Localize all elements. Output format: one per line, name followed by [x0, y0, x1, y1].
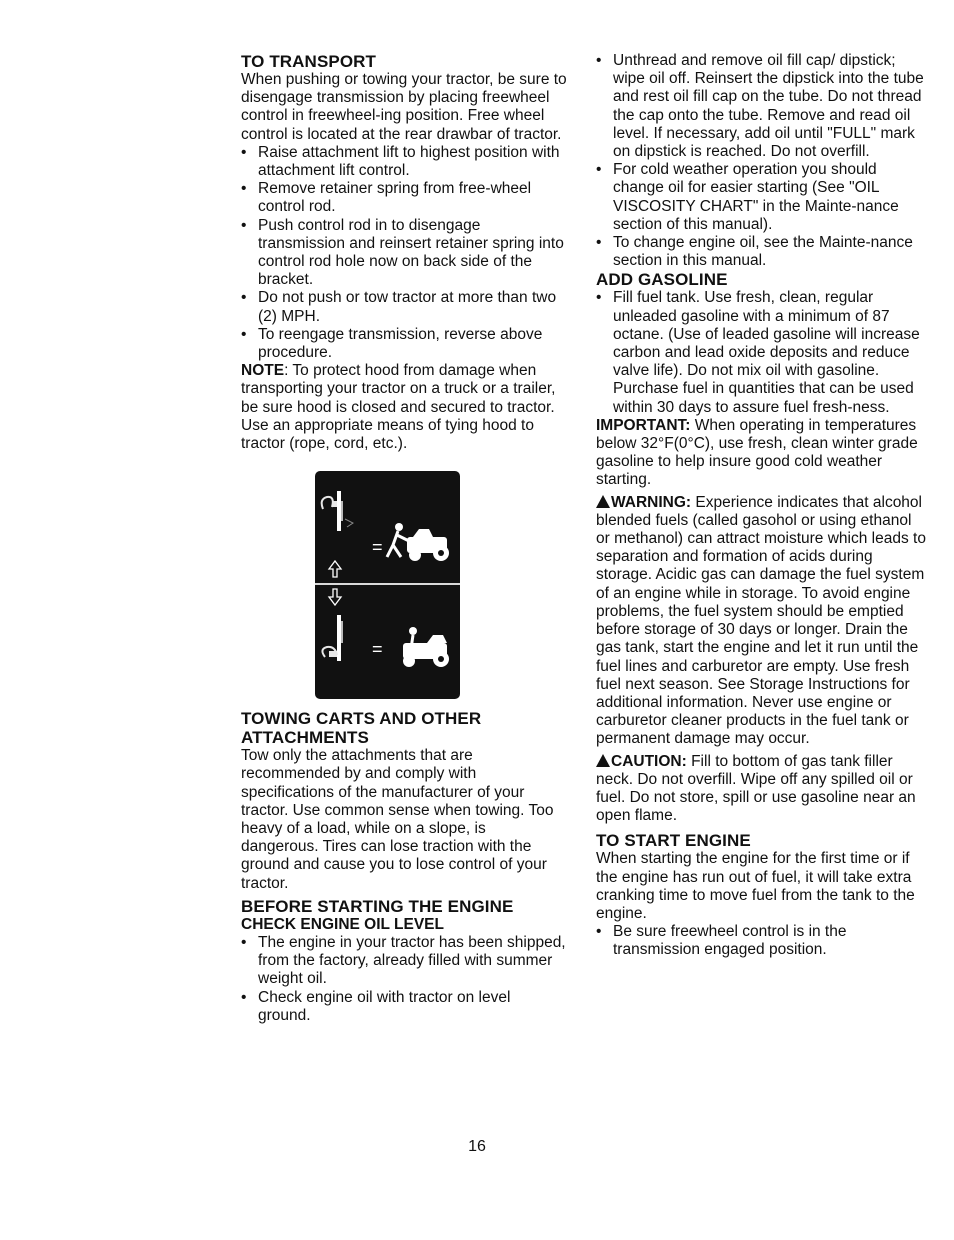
list-item: • Fill fuel tank. Use fresh, clean, regular unleaded gasoline with a minimum of 87 octane. (Use of leaded gasoline will increase carbon and lead oxide deposits and reduce valve life). Do not mix oil with gasoline. Purchase fuel in quantities that can be used within 30 days to assure fuel fresh-ness. — [596, 289, 926, 416]
right-column — [596, 52, 926, 960]
note-text: : To protect hood from damage when transporting your tractor on a truck or a trailer, be sure hood is closed and secured to tractor. Use an appropriate means of tying hood to tractor (rope, cord, etc.). — [241, 362, 556, 453]
list-item: • Remove retainer spring from free-wheel control rod. — [241, 180, 567, 216]
list-item: • Do not push or tow tractor at more than two (2) MPH. — [241, 289, 567, 325]
person-riding-tractor-icon — [403, 627, 449, 667]
transport-bullet-list — [241, 144, 567, 362]
person-pushing-tractor-icon — [387, 523, 449, 561]
caution-text: Fill to bottom of gas tank filler neck. Do not overfill. Wipe off any spilled oil or fuel. Do not store, spill or use gasoline near an open flame. — [596, 752, 916, 825]
list-item: • To reengage transmission, reverse above procedure. — [241, 326, 567, 362]
oil-bullet-list — [596, 52, 926, 270]
freewheel-control-illustration — [315, 471, 460, 699]
check-oil-subheading: CHECK ENGINE OIL LEVEL — [241, 915, 444, 933]
control-rod-in-icon — [322, 615, 343, 661]
check-oil-bullet-list — [241, 934, 567, 1025]
to-start-engine-heading: TO START ENGINE — [596, 831, 751, 851]
gasoline-bullet-list — [596, 289, 926, 416]
warning-text: Experience indicates that alcohol blended fuels (called gasohol or using ethanol or methanol) can attract moisture which leads to separation and formation of acids during storage. Acidic gas can damage the fuel system of an engine while in storage. To avoid engine problems, the fuel system should be emptied before storage of 30 days or longer. Drain the gas tank, start the engine and let it run until the fuel lines and carburetor are empty. Use fresh fuel next season. See Storage Instructions for additional information. Never use engine or carburetor cleaner products in the fuel tank or permanent damage may occur. — [596, 493, 926, 748]
page-number: 16 — [468, 1138, 486, 1155]
list-item: • The engine in your tractor has been shipped, from the factory, already filled with summer weight oil. — [241, 934, 567, 989]
down-arrow-icon — [329, 589, 341, 605]
caution-paragraph — [596, 753, 926, 826]
warning-icon — [596, 495, 610, 508]
note-paragraph — [241, 362, 567, 453]
start-engine-bullet-list — [596, 923, 926, 959]
warning-paragraph — [596, 494, 926, 749]
warning-label: WARNING: — [611, 493, 692, 511]
important-label: IMPORTANT: — [596, 416, 691, 434]
transport-heading: TO TRANSPORT — [241, 52, 377, 71]
caution-icon — [596, 754, 610, 767]
towing-heading: TOWING CARTS AND OTHER ATTACHMENTS — [241, 709, 482, 748]
control-rod-out-icon — [322, 491, 353, 531]
left-column — [241, 52, 567, 1025]
list-item: • To change engine oil, see the Mainte-nance section in this manual. — [596, 234, 926, 270]
before-starting-heading: BEFORE STARTING THE ENGINE — [241, 896, 514, 916]
up-arrow-icon — [329, 561, 341, 577]
list-item: • Unthread and remove oil fill cap/ dipstick; wipe oil off. Reinsert the dipstick into the tube and rest oil fill cap on the tube. Do not thread the cap onto the tube. Remove and read oil level. If necessary, add oil until "FULL" mark on dipstick is reached. Do not overfill. — [596, 52, 926, 161]
list-item: • For cold weather operation you should change oil for easier starting (See "OIL VISCOSITY CHART" in the Mainte-nance section of this manual). — [596, 161, 926, 234]
list-item: • Be sure freewheel control is in the transmission engaged position. — [596, 923, 926, 959]
towing-paragraph: Tow only the attachments that are recommended by and comply with specifications of the manufacturer of your tractor. Use common sense when towing. Too heavy of a load, while on a slope, is dangerous. Tires can lose traction with the ground and cause you to lose control of your tractor. — [241, 747, 554, 892]
list-item: • Push control rod in to disengage transmission and reinsert retainer spring into control rod hole now on back side of the bracket. — [241, 217, 567, 290]
caution-label: CAUTION: — [611, 752, 687, 770]
add-gasoline-heading: ADD GASOLINE — [596, 270, 728, 290]
note-label: NOTE — [241, 362, 285, 380]
list-item: • Check engine oil with tractor on level ground. — [241, 989, 567, 1025]
start-engine-paragraph: When starting the engine for the first time or if the engine has run out of fuel, it will take extra cranking time to move fuel from the tank to the engine. — [596, 850, 915, 922]
freewheel-diagram-svg — [315, 471, 460, 699]
equals-sign-bottom: = — [372, 639, 383, 660]
important-text: When operating in temperatures below 32°F(0°C), use fresh, clean winter grade gasoline to help insure good cold weather starting. — [596, 416, 918, 489]
list-item: • Raise attachment lift to highest position with attachment lift control. — [241, 144, 567, 180]
important-paragraph — [596, 417, 926, 490]
transport-intro: When pushing or towing your tractor, be sure to disengage transmission by placing freewheel control in freewheel-ing position. Free wheel control is located at the rear drawbar of tractor. — [241, 71, 567, 143]
equals-sign-top: = — [372, 537, 383, 558]
